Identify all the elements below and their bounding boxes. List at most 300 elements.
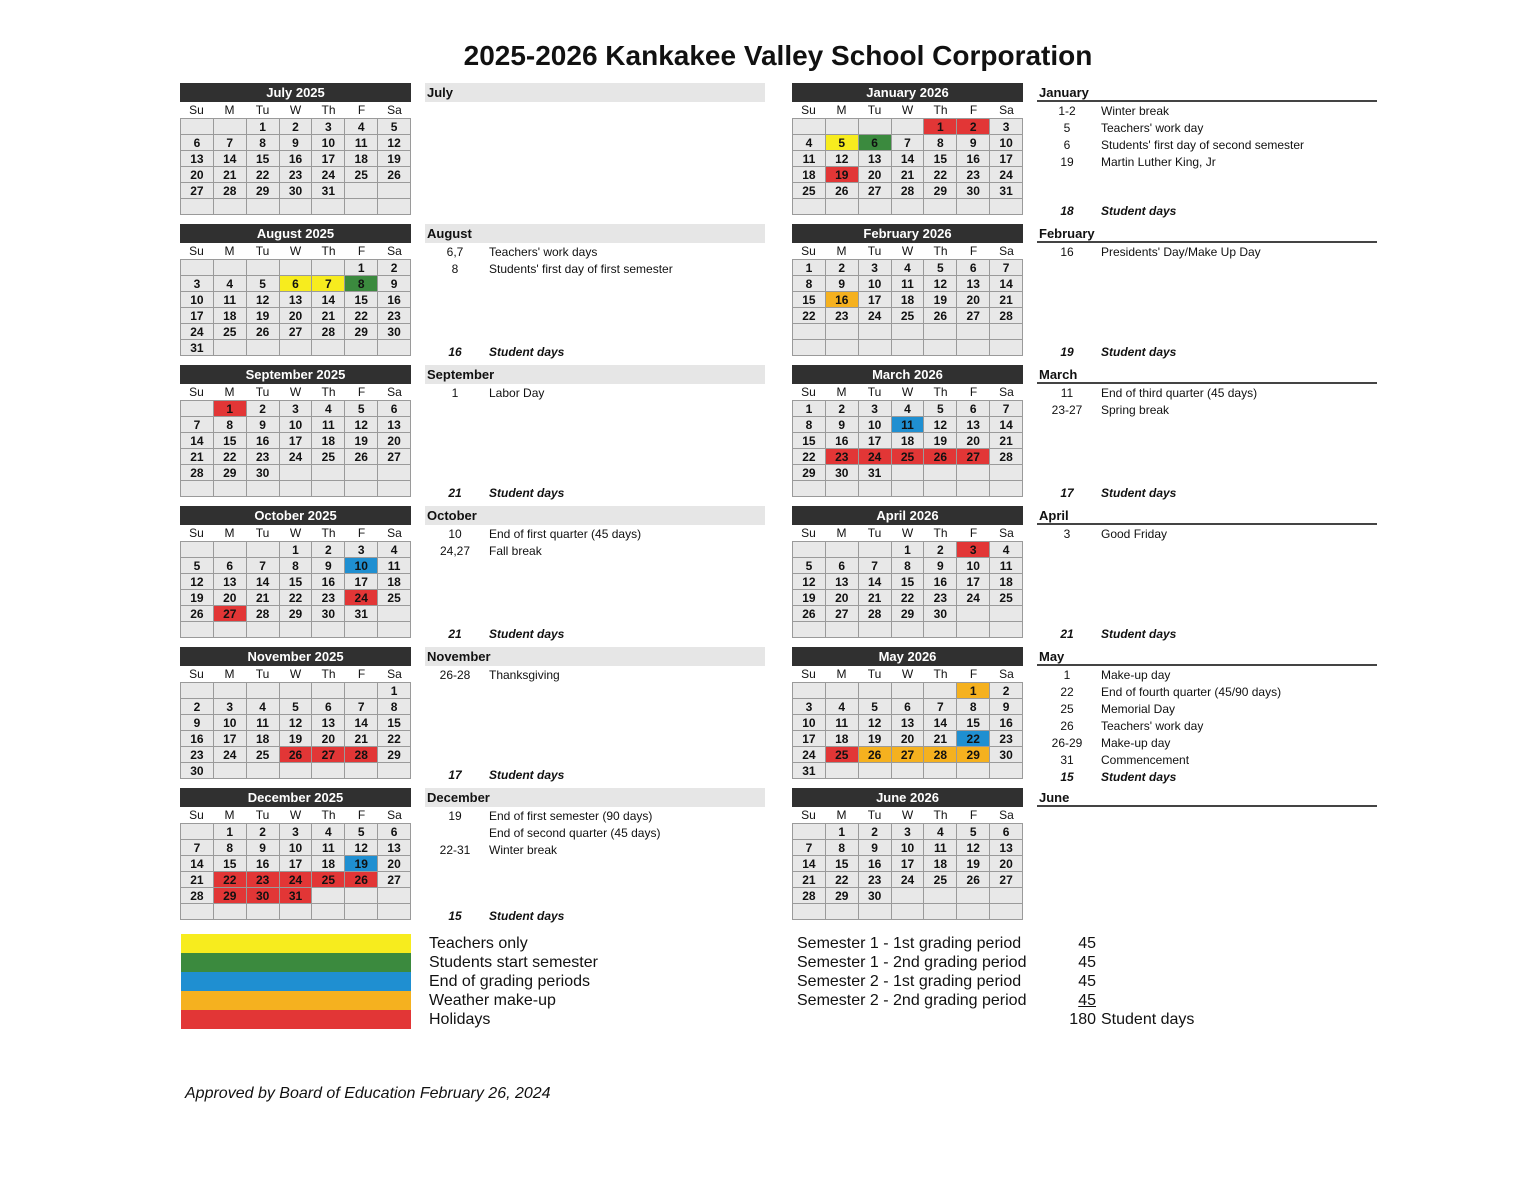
student-days-label: Student days: [1101, 770, 1177, 784]
day-cell: 12: [793, 574, 826, 590]
weekday-label: M: [224, 385, 235, 399]
student-days-total: [1037, 344, 1377, 361]
month-calendar: [792, 647, 1023, 779]
day-cell: 26: [924, 308, 957, 324]
event-date: 1-2: [1058, 104, 1076, 118]
event-description: End of first semester (90 days): [489, 809, 653, 823]
weekday-label: Tu: [255, 244, 270, 258]
day-cell: 18: [214, 308, 247, 324]
day-cell: 7: [793, 840, 826, 856]
empty-cell: [957, 622, 990, 638]
day-cell: 16: [957, 151, 990, 167]
day-cell: 4: [793, 135, 826, 151]
weekday-label: M: [224, 808, 235, 822]
day-cell-grading: 22: [957, 731, 990, 747]
empty-cell: [378, 199, 411, 215]
day-cell: 20: [312, 731, 345, 747]
empty-cell: [892, 481, 925, 497]
empty-cell: [280, 260, 313, 276]
day-cell: 28: [247, 606, 280, 622]
day-cell: 24: [793, 747, 826, 763]
weekday-label: Su: [189, 244, 204, 258]
weekday-label: F: [357, 808, 366, 822]
event-item: [425, 842, 765, 859]
legend-label: Students start semester: [429, 954, 598, 971]
day-cell: 6: [826, 558, 859, 574]
day-cell: 7: [214, 135, 247, 151]
empty-cell: [312, 888, 345, 904]
day-cell: 10: [280, 417, 313, 433]
day-cell: 21: [793, 872, 826, 888]
day-cell: 1: [345, 260, 378, 276]
day-cell: 23: [924, 590, 957, 606]
day-cell: 15: [892, 574, 925, 590]
day-cell-holiday: 19: [826, 167, 859, 183]
events-month-heading: December: [425, 788, 765, 807]
events-month-heading: May: [1037, 647, 1377, 666]
day-cell-weather: 16: [826, 292, 859, 308]
empty-cell: [924, 199, 957, 215]
day-cell: 4: [214, 276, 247, 292]
weekday-label: Sa: [999, 244, 1014, 258]
day-cell: 28: [181, 888, 214, 904]
weekday-label: Tu: [255, 385, 270, 399]
event-item: [425, 667, 765, 684]
empty-cell: [312, 260, 345, 276]
day-cell: 22: [280, 590, 313, 606]
day-cell: 9: [247, 840, 280, 856]
day-cell: 16: [924, 574, 957, 590]
day-cell-holiday: 1: [214, 401, 247, 417]
day-cell: 30: [181, 763, 214, 779]
day-cell: 27: [378, 872, 411, 888]
approval-note: Approved by Board of Education February 26, 2024: [185, 1085, 551, 1102]
day-cell: 27: [957, 308, 990, 324]
day-cell: 14: [859, 574, 892, 590]
day-cell: 2: [181, 699, 214, 715]
weekday-label: Sa: [387, 526, 402, 540]
month-events: [425, 224, 765, 364]
day-cell: 12: [345, 840, 378, 856]
day-cell: 15: [345, 292, 378, 308]
empty-cell: [859, 763, 892, 779]
day-cell-holiday: 28: [345, 747, 378, 763]
day-cell: 14: [214, 151, 247, 167]
day-cell: 4: [247, 699, 280, 715]
empty-cell: [214, 763, 247, 779]
weekday-label: Su: [189, 526, 204, 540]
student-days-count: 21: [448, 486, 462, 500]
empty-cell: [826, 904, 859, 920]
day-cell: 15: [957, 715, 990, 731]
student-days-count: 15: [1060, 770, 1074, 784]
day-cell: 13: [312, 715, 345, 731]
day-cell: 7: [181, 840, 214, 856]
day-cell: 23: [378, 308, 411, 324]
event-description: Fall break: [489, 544, 542, 558]
empty-cell: [214, 904, 247, 920]
events-month-heading: June: [1037, 788, 1377, 807]
student-days-label: Student days: [489, 345, 565, 359]
empty-cell: [181, 542, 214, 558]
event-date: 8: [451, 262, 459, 276]
day-grid: [180, 118, 411, 215]
empty-cell: [181, 622, 214, 638]
day-cell: 3: [280, 401, 313, 417]
weekday-label: Th: [933, 667, 948, 681]
weekday-label: Su: [801, 244, 816, 258]
day-cell: 17: [793, 731, 826, 747]
day-cell: 19: [924, 433, 957, 449]
events-month-heading: October: [425, 506, 765, 525]
day-cell: 11: [793, 151, 826, 167]
day-cell: 20: [280, 308, 313, 324]
weekday-label: Th: [933, 103, 948, 117]
month-events: [1037, 83, 1377, 223]
empty-cell: [214, 542, 247, 558]
weekday-label: Th: [321, 667, 336, 681]
empty-cell: [957, 888, 990, 904]
empty-cell: [793, 824, 826, 840]
day-cell: 13: [378, 840, 411, 856]
event-item: [1037, 103, 1377, 120]
empty-cell: [892, 904, 925, 920]
student-days-count: 17: [1060, 486, 1074, 500]
weekday-label: W: [289, 244, 302, 258]
day-cell: 21: [859, 590, 892, 606]
event-description: Winter break: [1101, 104, 1170, 118]
empty-cell: [181, 260, 214, 276]
weekday-label: Th: [321, 808, 336, 822]
day-cell: 16: [247, 856, 280, 872]
day-cell: 11: [247, 715, 280, 731]
day-cell: 28: [181, 465, 214, 481]
day-cell: 12: [924, 276, 957, 292]
day-cell-teachers: 7: [312, 276, 345, 292]
weekday-label: F: [357, 103, 366, 117]
event-item: [425, 825, 765, 842]
day-cell: 22: [247, 167, 280, 183]
empty-cell: [247, 622, 280, 638]
empty-cell: [793, 481, 826, 497]
day-cell: 1: [793, 401, 826, 417]
event-description: Good Friday: [1101, 527, 1168, 541]
day-cell: 30: [859, 888, 892, 904]
event-date: 5: [1063, 121, 1071, 135]
empty-cell: [280, 683, 313, 699]
empty-cell: [793, 119, 826, 135]
student-days-total: [1037, 203, 1377, 220]
weekday-label: Su: [801, 667, 816, 681]
weekday-label: Th: [933, 526, 948, 540]
month-title: July 2025: [180, 83, 411, 102]
day-cell: 4: [345, 119, 378, 135]
event-description: Make-up day: [1101, 736, 1171, 750]
empty-cell: [957, 904, 990, 920]
day-cell: 6: [312, 699, 345, 715]
empty-cell: [957, 324, 990, 340]
empty-cell: [892, 340, 925, 356]
day-cell: 30: [378, 324, 411, 340]
student-days-total: [1037, 485, 1377, 502]
day-cell: 3: [990, 119, 1023, 135]
day-cell: 27: [990, 872, 1023, 888]
day-cell: 27: [181, 183, 214, 199]
day-cell: 12: [957, 840, 990, 856]
empty-cell: [957, 199, 990, 215]
day-cell: 23: [990, 731, 1023, 747]
student-days-label: Student days: [1101, 486, 1177, 500]
day-cell: 10: [859, 417, 892, 433]
empty-cell: [378, 481, 411, 497]
weekday-label: F: [969, 667, 978, 681]
weekday-label: Tu: [255, 103, 270, 117]
event-description: Labor Day: [489, 386, 545, 400]
empty-cell: [793, 622, 826, 638]
event-date: 22-31: [439, 843, 471, 857]
month-events: [1037, 788, 1377, 928]
day-cell: 31: [345, 606, 378, 622]
weekday-label: W: [289, 385, 302, 399]
day-cell: 17: [312, 151, 345, 167]
day-cell: 21: [990, 433, 1023, 449]
day-cell: 28: [214, 183, 247, 199]
day-cell: 9: [247, 417, 280, 433]
weekday-label: Th: [321, 244, 336, 258]
empty-cell: [859, 904, 892, 920]
empty-cell: [378, 465, 411, 481]
event-date: 26: [1060, 719, 1074, 733]
day-cell: 10: [892, 840, 925, 856]
day-cell: 23: [181, 747, 214, 763]
weekday-label: Tu: [867, 385, 882, 399]
legend-swatch-weather: [181, 991, 411, 1010]
weekday-header: [792, 807, 1023, 823]
day-grid: [180, 682, 411, 779]
day-cell: 21: [345, 731, 378, 747]
event-item: [1037, 701, 1377, 718]
day-grid: [792, 682, 1023, 779]
day-cell: 19: [181, 590, 214, 606]
legend-label: Weather make-up: [429, 992, 556, 1009]
day-cell: 21: [990, 292, 1023, 308]
day-cell: 6: [957, 260, 990, 276]
weekday-header: [792, 384, 1023, 400]
total-student-days-label: Student days: [1101, 1011, 1195, 1028]
empty-cell: [793, 683, 826, 699]
day-cell: 15: [378, 715, 411, 731]
weekday-label: W: [901, 808, 914, 822]
student-days-label: Student days: [1101, 345, 1177, 359]
day-cell: 18: [312, 856, 345, 872]
empty-cell: [924, 622, 957, 638]
weekday-label: Sa: [999, 526, 1014, 540]
day-cell: 18: [924, 856, 957, 872]
empty-cell: [957, 340, 990, 356]
day-cell: 8: [247, 135, 280, 151]
day-cell-weather: 29: [957, 747, 990, 763]
empty-cell: [312, 481, 345, 497]
weekday-label: Su: [801, 526, 816, 540]
event-date: 23-27: [1051, 403, 1083, 417]
student-days-total: [1037, 769, 1377, 786]
empty-cell: [345, 763, 378, 779]
day-cell: 25: [214, 324, 247, 340]
day-cell: 3: [892, 824, 925, 840]
day-cell: 17: [345, 574, 378, 590]
event-date: 11: [1060, 386, 1074, 400]
weekday-label: Su: [189, 667, 204, 681]
day-cell: 26: [247, 324, 280, 340]
month-title: January 2026: [792, 83, 1023, 102]
day-cell: 17: [181, 308, 214, 324]
day-cell: 2: [312, 542, 345, 558]
empty-cell: [859, 119, 892, 135]
day-cell: 29: [826, 888, 859, 904]
empty-cell: [826, 324, 859, 340]
day-cell: 19: [378, 151, 411, 167]
day-cell: 30: [990, 747, 1023, 763]
empty-cell: [247, 542, 280, 558]
event-item: [1037, 154, 1377, 171]
month-calendar: [792, 83, 1023, 215]
day-cell-grading: 11: [892, 417, 925, 433]
day-cell: 17: [892, 856, 925, 872]
day-cell: 2: [990, 683, 1023, 699]
empty-cell: [826, 481, 859, 497]
student-days-count: 18: [1060, 204, 1074, 218]
events-month-heading: August: [425, 224, 765, 243]
weekday-label: Th: [933, 385, 948, 399]
day-cell: 4: [312, 401, 345, 417]
day-cell: 10: [312, 135, 345, 151]
day-cell-holiday: 24: [859, 449, 892, 465]
month-events: [425, 788, 765, 928]
student-days-total: [425, 908, 765, 925]
day-cell: 20: [990, 856, 1023, 872]
day-cell: 11: [378, 558, 411, 574]
empty-cell: [990, 763, 1023, 779]
day-cell: 1: [214, 824, 247, 840]
day-cell: 7: [892, 135, 925, 151]
grading-period-days: 45: [1078, 992, 1096, 1009]
empty-cell: [280, 481, 313, 497]
weekday-label: W: [289, 103, 302, 117]
weekday-header: [180, 102, 411, 118]
day-cell: 7: [345, 699, 378, 715]
day-cell: 23: [312, 590, 345, 606]
day-cell: 1: [826, 824, 859, 840]
event-description: Teachers' work days: [489, 245, 598, 259]
month-events: [1037, 647, 1377, 787]
day-cell: 13: [280, 292, 313, 308]
weekday-label: Th: [321, 103, 336, 117]
day-cell: 1: [793, 260, 826, 276]
grading-period-days: 45: [1078, 935, 1096, 952]
day-cell: 26: [957, 872, 990, 888]
day-cell: 22: [892, 590, 925, 606]
event-date: 19: [448, 809, 462, 823]
weekday-label: Sa: [999, 103, 1014, 117]
event-date: 26-29: [1051, 736, 1083, 750]
day-cell: 9: [990, 699, 1023, 715]
day-cell: 25: [793, 183, 826, 199]
event-item: [425, 244, 765, 261]
day-cell: 19: [924, 292, 957, 308]
day-cell: 3: [280, 824, 313, 840]
empty-cell: [793, 324, 826, 340]
day-cell: 3: [345, 542, 378, 558]
student-days-label: Student days: [489, 768, 565, 782]
day-cell: 12: [378, 135, 411, 151]
student-days-total: [425, 485, 765, 502]
weekday-label: Sa: [999, 667, 1014, 681]
day-cell: 16: [181, 731, 214, 747]
day-cell: 10: [793, 715, 826, 731]
day-cell: 20: [826, 590, 859, 606]
empty-cell: [214, 199, 247, 215]
event-description: Memorial Day: [1101, 702, 1176, 716]
day-cell: 8: [378, 699, 411, 715]
month-title: June 2026: [792, 788, 1023, 807]
day-cell: 2: [378, 260, 411, 276]
day-cell: 15: [280, 574, 313, 590]
legend-swatch-students-start: [181, 953, 411, 972]
day-cell: 14: [312, 292, 345, 308]
student-days-total: [425, 767, 765, 784]
day-cell-holiday: 24: [280, 872, 313, 888]
day-cell-holiday: 25: [892, 449, 925, 465]
day-cell: 23: [247, 449, 280, 465]
empty-cell: [378, 340, 411, 356]
day-cell-holiday: 22: [214, 872, 247, 888]
day-cell: 6: [378, 401, 411, 417]
grading-period-label: Semester 1 - 1st grading period: [797, 935, 1022, 952]
day-cell: 20: [957, 433, 990, 449]
event-description: Make-up day: [1101, 668, 1171, 682]
empty-cell: [181, 481, 214, 497]
weekday-label: Sa: [999, 808, 1014, 822]
empty-cell: [892, 622, 925, 638]
month-title: September 2025: [180, 365, 411, 384]
day-cell: 27: [280, 324, 313, 340]
day-cell: 19: [957, 856, 990, 872]
day-cell: 1: [892, 542, 925, 558]
weekday-label: F: [969, 385, 978, 399]
day-cell: 7: [990, 401, 1023, 417]
day-cell: 19: [247, 308, 280, 324]
day-cell: 22: [345, 308, 378, 324]
empty-cell: [312, 465, 345, 481]
month-events: [425, 647, 765, 787]
day-cell: 6: [214, 558, 247, 574]
events-month-heading: February: [1037, 224, 1377, 243]
weekday-header: [792, 666, 1023, 682]
day-cell: 15: [214, 856, 247, 872]
empty-cell: [378, 904, 411, 920]
day-cell: 5: [793, 558, 826, 574]
day-cell: 11: [892, 276, 925, 292]
day-cell-holiday: 23: [247, 872, 280, 888]
event-date: 31: [1060, 753, 1074, 767]
day-cell: 14: [181, 433, 214, 449]
day-cell: 12: [826, 151, 859, 167]
empty-cell: [181, 904, 214, 920]
student-days-label: Student days: [489, 627, 565, 641]
weekday-label: M: [224, 103, 235, 117]
weekday-header: [180, 807, 411, 823]
empty-cell: [957, 606, 990, 622]
